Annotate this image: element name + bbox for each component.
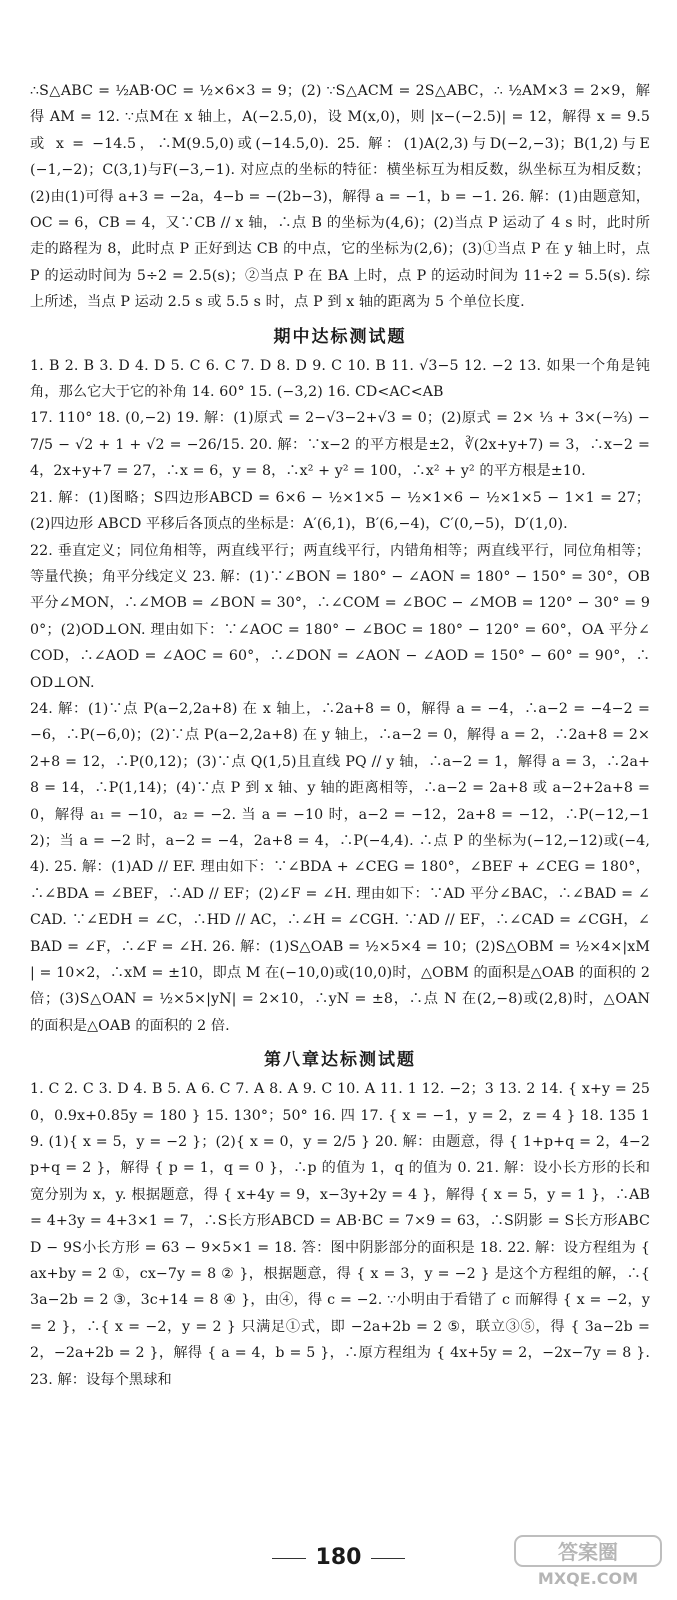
watermark-url: MXQE.COM	[537, 1569, 639, 1588]
section-heading-midterm: 期中达标测试题	[273, 326, 407, 347]
answer-paragraph: 1. B 2. B 3. D 4. D 5. C 6. C 7. D 8. D 9. C 10. B 11. √3−5 12. −2 13. 如果一个角是钝角，那么它大于它的补角 14. 60° 15. (−3,2) 16. CD<AC<AB	[30, 357, 650, 401]
section-heading-chapter8: 第八章达标测试题	[264, 1050, 416, 1071]
answer-paragraph: 24. 解：(1)∵点 P(a−2,2a+8) 在 x 轴上，∴2a+8 = 0，解得 a = −4，∴a−2 = −4−2 = −6，∴P(−6,0)；(2)∵点 P(a−2,2a+8) 在 y 轴上，∴a−2 = 0，解得 a = 2，∴2a+8 = 2×2+8 = 12，∴P(0,12)；(3)∵点 Q(1,5)且直线 PQ // y 轴，∴a−2 = 1，解得 a = 3，∴2a+8 = 14，∴P(1,14)；(4)∵点 P 到 x 轴、y 轴的距离相等，∴a−2 = 2a+8 或 a−2+2a+8 = 0，解得 a₁ = −10，a₂ = −2. 当 a = −10 时，a−2 = −12，2a+8 = −12，∴P(−12,−12)；当 a = −2 时，a−2 = −4，2a+8 = 4，∴P(−4,4). ∴点 P 的坐标为(−12,−12)或(−4,4). 25. 解：(1)AD // EF. 理由如下：∵∠BDA + ∠CEG = 180°，∠BEF + ∠CEG = 180°，∴∠BDA = ∠BEF，∴AD // EF；(2)∠F = ∠H. 理由如下：∵AD 平分∠BAC，∴∠BAD = ∠CAD. ∵∠EDH = ∠C，∴HD // AC，∴∠H = ∠CGH. ∵AD // EF，∴∠CAD = ∠CGH，∠BAD = ∠F，∴∠F = ∠H. 26. 解：(1)S△OAB = ½×5×4 = 10；(2)S△OBM = ½×4×|xM| = 10×2，∴xM = ±10，即点 M 在(−10,0)或(10,0)时，△OBM 的面积是△OAB 的面积的 2 倍；(3)S△OAN = ½×5×|yN| = 2×10，∴yN = ±8，∴点 N 在(2,−8)或(2,8)时，△OAN 的面积是△OAB 的面积的 2 倍.	[30, 700, 650, 1034]
dash-left	[272, 1558, 306, 1559]
watermark-logo	[513, 1534, 663, 1588]
answer-page	[30, 78, 650, 1393]
dash-right	[371, 1558, 405, 1559]
answer-paragraph: ∴S△ABC = ½AB·OC = ½×6×3 = 9；(2) ∵S△ACM = 2S△ABC，∴ ½AM×3 = 2×9，解得 AM = 12. ∵点M在 x 轴上，A(−2.5,0)，设 M(x,0)，则 |x−(−2.5)| = 12，解得 x = 9.5 或 x = −14.5，∴M(9.5,0)或(−14.5,0). 25. 解：(1)A(2,3)与D(−2,−3)；B(1,2)与E(−1,−2)；C(3,1)与F(−3,−1). 对应点的坐标的特征：横坐标互为相反数，纵坐标互为相反数；(2)由(1)可得 a+3 = −2a，4−b = −(2b−3)，解得 a = −1，b = −1. 26. 解：(1)由题意知，OC = 6，CB = 4，又∵CB // x 轴，∴点 B 的坐标为(4,6)；(2)当点 P 运动了 4 s 时，此时所走的路程为 8，此时点 P 正好到达 CB 的中点，它的坐标为(2,6)；(3)①当点 P 在 y 轴上时，点 P 的运动时间为 5÷2 = 2.5(s)；②当点 P 在 BA 上时，点 P 的运动时间为 11÷2 = 5.5(s). 综上所述，当点 P 运动 2.5 s 或 5.5 s 时，点 P 到 x 轴的距离为 5 个单位长度.	[30, 83, 650, 311]
answer-paragraph: 1. C 2. C 3. D 4. B 5. A 6. C 7. A 8. A 9. C 10. A 11. 1 12. −2；3 13. 2 14. { x+y = 250，0.9x+0.85y = 180 } 15. 130°；50° 16. 四 17. { x = −1，y = 2，z = 4 } 18. 135 19. (1){ x = 5，y = −2 }；(2){ x = 0，y = 2/5 } 20. 解：由题意，得 { 1+p+q = 2，4−2p+q = 2 }，解得 { p = 1，q = 0 }，∴p 的值为 1，q 的值为 0. 21. 解：设小长方形的长和宽分别为 x，y. 根据题意，得 { x+4y = 9，x−3y+2y = 4 }，解得 { x = 5，y = 1 }，∴AB = 4+3y = 4+3×1 = 7，∴S长方形ABCD = AB·BC = 7×9 = 63，∴S阴影 = S长方形ABCD − 9S小长方形 = 63 − 9×5×1 = 18. 答：图中阴影部分的面积是 18. 22. 解：设方程组为 { ax+by = 2 ①，cx−7y = 8 ② }，根据题意，得 { x = 3，y = −2 } 是这个方程组的解，∴{ 3a−2b = 2 ③，3c+14 = 8 ④ }，由④，得 c = −2. ∵小明由于看错了 c 而解得 { x = −2，y = 2 }，∴{ x = −2，y = 2 } 只满足①式，即 −2a+2b = 2 ⑤，联立③⑤，得 { 3a−2b = 2，−2a+2b = 2 }，解得 { a = 4，b = 5 }，∴原方程组为 { 4x+5y = 2，−2x−7y = 8 }. 23. 解：设每个黑球和	[30, 1081, 650, 1388]
answer-paragraph: 21. 解：(1)图略；S四边形ABCD = 6×6 − ½×1×5 − ½×1×6 − ½×1×5 − 1×1 = 27；(2)四边形 ABCD 平移后各顶点的坐标是：A′(6,1)，B′(6,−4)，C′(0,−5)，D′(1,0).	[30, 489, 650, 533]
watermark-title: 答案圈	[558, 1540, 618, 1564]
answer-paragraph: 17. 110° 18. (0,−2) 19. 解：(1)原式 = 2−√3−2+√3 = 0；(2)原式 = 2× ⅓ + 3×(−⅔) − 7/5 − √2 + 1 + √2 = −26/15. 20. 解：∵x−2 的平方根是±2，∛(2x+y+7) = 3，∴x−2 = 4，2x+y+7 = 27，∴x = 6，y = 8，∴x² + y² = 100，∴x² + y² 的平方根是±10.	[30, 410, 650, 480]
page-number-text: 180	[315, 1545, 362, 1570]
answer-paragraph: 22. 垂直定义；同位角相等，两直线平行；两直线平行，内错角相等；两直线平行，同位角相等；等量代换；角平分线定义 23. 解：(1)∵∠BON = 180° − ∠AON = 180° − 150° = 30°，OB 平分∠MON，∴∠MOB = ∠BON = 30°，∴∠COM = ∠BOC − ∠MOB = 120° − 30° = 90°；(2)OD⊥ON. 理由如下：∵∠AOC = 180° − ∠BOC = 180° − 120° = 60°，OA 平分∠COD，∴∠AOD = ∠AOC = 60°，∴∠DON = ∠AON − ∠AOD = 150° − 60° = 90°，∴OD⊥ON.	[30, 542, 650, 691]
